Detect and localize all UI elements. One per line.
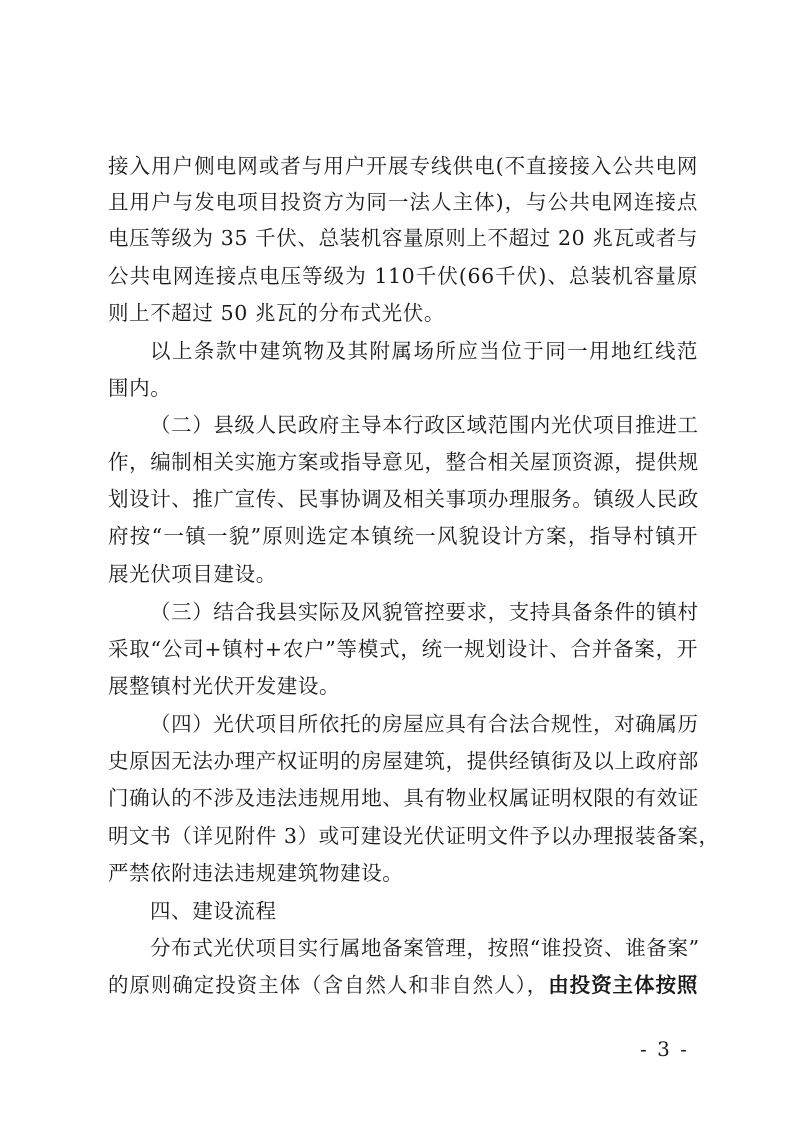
body-text-line: 展光伏项目建设。 <box>108 562 277 586</box>
body-text-line: 公共电网连接点电压等级为 110千伏(66千伏)、总装机容量原 <box>108 264 698 288</box>
body-text-line: （四）光伏项目所依托的房屋应具有合法合规性，对确属历 <box>150 712 699 736</box>
body-text-line: 电压等级为 35 千伏、总装机容量原则上不超过 20 兆瓦或者与 <box>108 226 698 250</box>
body-text-line: （二）县级人民政府主导本行政区域范围内光伏项目推进工 <box>150 413 699 437</box>
body-text-line: 明文书（详见附件 3）或可建设光伏证明文件予以办理报装备案， <box>108 824 720 848</box>
body-text-line: 划设计、推广宣传、民事协调及相关事项办理服务。镇级人民政 <box>108 487 699 511</box>
body-text-line: 接入用户侧电网或者与用户开展专线供电(不直接接入公共电网 <box>108 154 698 178</box>
body-text-line: 展整镇村光伏开发建设。 <box>108 674 341 698</box>
body-text-line: 则上不超过 50 兆瓦的分布式光伏。 <box>108 301 445 325</box>
body-text-segment: 的原则确定投资主体（含自然人和非自然人）， <box>108 973 549 997</box>
body-text-line: 围内。 <box>108 376 172 400</box>
bold-text-segment: 由投资主体按照 <box>548 973 698 997</box>
body-text-line: 史原因无法办理产权证明的房屋建筑，提供经镇街及以上政府部 <box>108 749 699 773</box>
body-text-line: 分布式光伏项目实行属地备案管理，按照“谁投资、谁备案” <box>150 936 700 960</box>
section-heading: 四、建设流程 <box>150 899 277 923</box>
body-text-line: 以上条款中建筑物及其附属场所应当位于同一用地红线范 <box>150 339 698 363</box>
body-text-line-with-bold <box>108 967 698 1003</box>
body-text-line: 且用户与发电项目投资方为同一法人主体)，与公共电网连接点 <box>108 190 698 214</box>
body-text-line: 采取“公司+镇村+农户”等模式，统一规划设计、合并备案，开 <box>108 637 698 661</box>
body-text-line: 作，编制相关实施方案或指导意见，整合相关屋顶资源，提供规 <box>108 450 699 474</box>
body-text-line: （三）结合我县实际及风貌管控要求，支持具备条件的镇村 <box>150 600 699 624</box>
body-text-line: 严禁依附违法违规建筑物建设。 <box>108 861 404 885</box>
body-text-line: 府按“一镇一貌”原则选定本镇统一风貌设计方案，指导村镇开 <box>108 524 698 548</box>
body-text-line: 门确认的不涉及违法违规用地、具有物业权属证明权限的有效证 <box>108 786 699 810</box>
page-number: - 3 - <box>640 1037 689 1061</box>
